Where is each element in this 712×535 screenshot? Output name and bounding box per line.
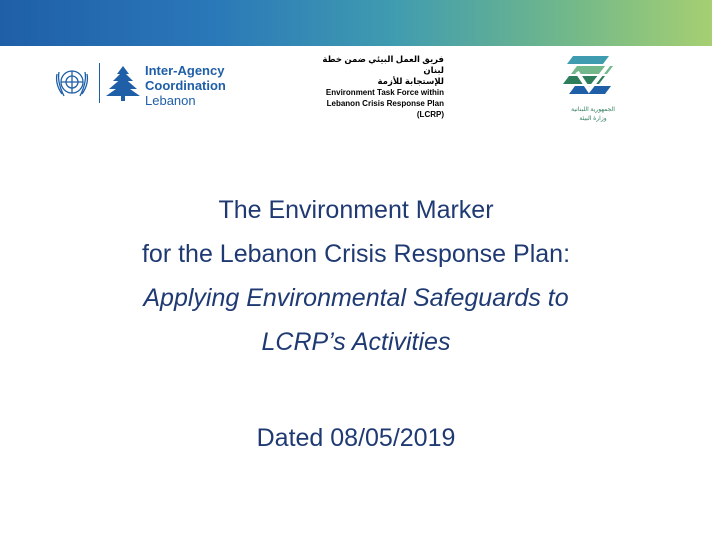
iac-line-1: Inter-Agency <box>145 63 225 78</box>
subtitle-line-2: LCRP’s Activities <box>261 328 451 356</box>
title-line-1: The Environment Marker <box>218 196 494 224</box>
cedar-tree-icon <box>105 64 141 102</box>
subtitle-line-1: Applying Environmental Safeguards to <box>143 284 569 312</box>
etf-english-line-3: (LCRP) <box>416 110 444 119</box>
slide-title <box>0 188 712 364</box>
title-line-2: for the Lebanon Crisis Response Plan: <box>141 240 571 268</box>
ministry-of-environment-logo <box>563 50 623 130</box>
etf-arabic-line-1: فريق العمل البيئي ضمن خطة لبنان <box>322 54 444 75</box>
top-gradient-bar <box>0 0 712 46</box>
iac-lebanon-logo-text <box>145 63 226 108</box>
iac-line-3: Lebanon <box>145 93 196 108</box>
un-emblem-icon <box>52 62 92 102</box>
environment-task-force-label <box>302 54 444 120</box>
etf-english-line-2: Lebanon Crisis Response Plan <box>326 99 444 108</box>
moe-arabic-line-1: الجمهورية اللبنانية <box>571 107 615 113</box>
etf-english-line-1: Environment Task Force within <box>325 88 444 97</box>
slide-header <box>0 46 712 136</box>
logo-divider <box>99 63 100 103</box>
iac-line-2: Coordination <box>145 78 226 93</box>
slide-date: Dated 08/05/2019 <box>256 424 456 452</box>
etf-arabic-line-2: للإستجابة للأزمة <box>377 76 444 86</box>
moe-emblem-icon <box>563 50 623 102</box>
moe-arabic-line-2: وزارة البيئة <box>579 116 607 122</box>
